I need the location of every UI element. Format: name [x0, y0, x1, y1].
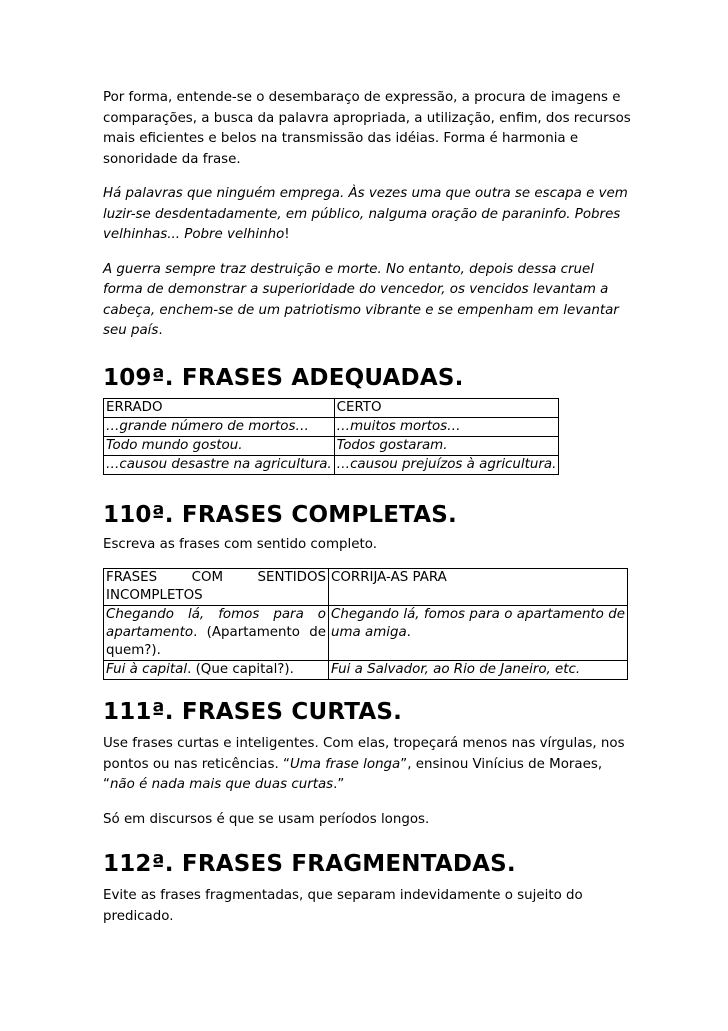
table-header-row — [104, 398, 559, 417]
table-row — [104, 455, 559, 474]
section-110-heading: 110ª. FRASES COMPLETAS. — [103, 501, 457, 528]
intro-paragraph-velhinhas — [103, 184, 631, 246]
incompleta-comment: . (Que capital?). — [187, 662, 294, 677]
curtas-text-c: .” — [333, 777, 345, 792]
section-111-heading: 111ª. FRASES CURTAS. — [103, 699, 403, 725]
section-111-discursos: Só em discursos é que se usam períodos longos. — [103, 811, 430, 827]
guerra-end-mark: . — [158, 323, 163, 338]
incompleta-italic-text: Fui à capital — [106, 662, 188, 677]
curtas-text-b: ”, ensinou Vinícius de Moraes, “ — [103, 756, 603, 792]
table-row — [104, 606, 628, 661]
corrigida-end-mark: . — [406, 625, 411, 640]
adequadas-table — [103, 398, 559, 475]
table-header-row — [104, 569, 628, 606]
section-111-paragraph — [103, 734, 631, 796]
curtas-quote-1: Uma frase longa — [289, 756, 401, 772]
table-row — [104, 417, 559, 436]
velhinhas-italic-text: Há palavras que ninguém emprega. Às vezes uma que outra se escapa e vem luzir-se desdentadamente, em público, nalguma oração de paraninfo. Pobres velhinhas... Pobre velhinho — [103, 186, 628, 242]
completas-table — [103, 568, 628, 680]
header-errado: ERRADO — [104, 398, 335, 417]
cell-corrigida: Fui a Salvador, ao Rio de Janeiro, etc. — [329, 661, 628, 680]
header-certo: CERTO — [334, 398, 559, 417]
incompleta-italic-text: Chegando lá, fomos para o apartamento — [106, 607, 326, 640]
header-incompletas: FRASES COM SENTIDOS INCOMPLETOS — [104, 569, 329, 606]
section-112-paragraph: Evite as frases fragmentadas, que separam indevidamente o sujeito do predicado. — [103, 888, 583, 924]
cell-errado: Todo mundo gostou. — [104, 436, 335, 455]
table-row — [104, 436, 559, 455]
section-110-instruction: Escreva as frases com sentido completo. — [103, 536, 377, 552]
section-109-heading: 109ª. FRASES ADEQUADAS. — [103, 364, 464, 391]
intro-paragraph-forma: Por forma, entende-se o desembaraço de expressão, a procura de imagens e comparações, a busca da palavra apropriada, a utilização, enfim, dos recursos mais eficientes e belos na transmissão das idéias. Forma é harmonia e sonoridade da frase. — [103, 90, 631, 167]
corrigida-italic-text: Chegando lá, fomos para o apartamento de uma amiga — [331, 607, 625, 640]
guerra-italic-text: A guerra sempre traz destruição e morte. No entanto, depois dessa cruel forma de demonstrar a superioridade do vencedor, os vencidos levantam a cabeça, enchem-se de um patriotismo vibrante e se empenham em levantar seu país — [103, 261, 619, 338]
incompleta-comment: . (Apartamento de quem?). — [106, 625, 326, 658]
curtas-quote-2: não é nada mais que duas curtas — [109, 777, 334, 792]
cell-corrigida — [329, 606, 628, 661]
cell-errado: …grande número de mortos… — [104, 417, 335, 436]
cell-incompleta — [104, 661, 329, 680]
cell-incompleta — [104, 606, 329, 661]
table-row — [104, 661, 628, 680]
section-112-heading: 112ª. FRASES FRAGMENTADAS. — [103, 851, 516, 877]
curtas-text-a: Use frases curtas e inteligentes. Com elas, tropeçará menos nas vírgulas, nos pontos ou nas reticências. “ — [103, 736, 625, 772]
cell-certo: …causou prejuízos à agricultura. — [334, 455, 559, 474]
cell-errado: …causou desastre na agricultura. — [104, 455, 335, 474]
velhinhas-end-mark: ! — [284, 227, 290, 242]
cell-certo: Todos gostaram. — [334, 436, 559, 455]
cell-certo: …muitos mortos… — [334, 417, 559, 436]
intro-paragraph-guerra — [103, 260, 631, 342]
header-corrija: CORRIJA-AS PARA — [329, 569, 628, 606]
page-content — [103, 88, 631, 927]
